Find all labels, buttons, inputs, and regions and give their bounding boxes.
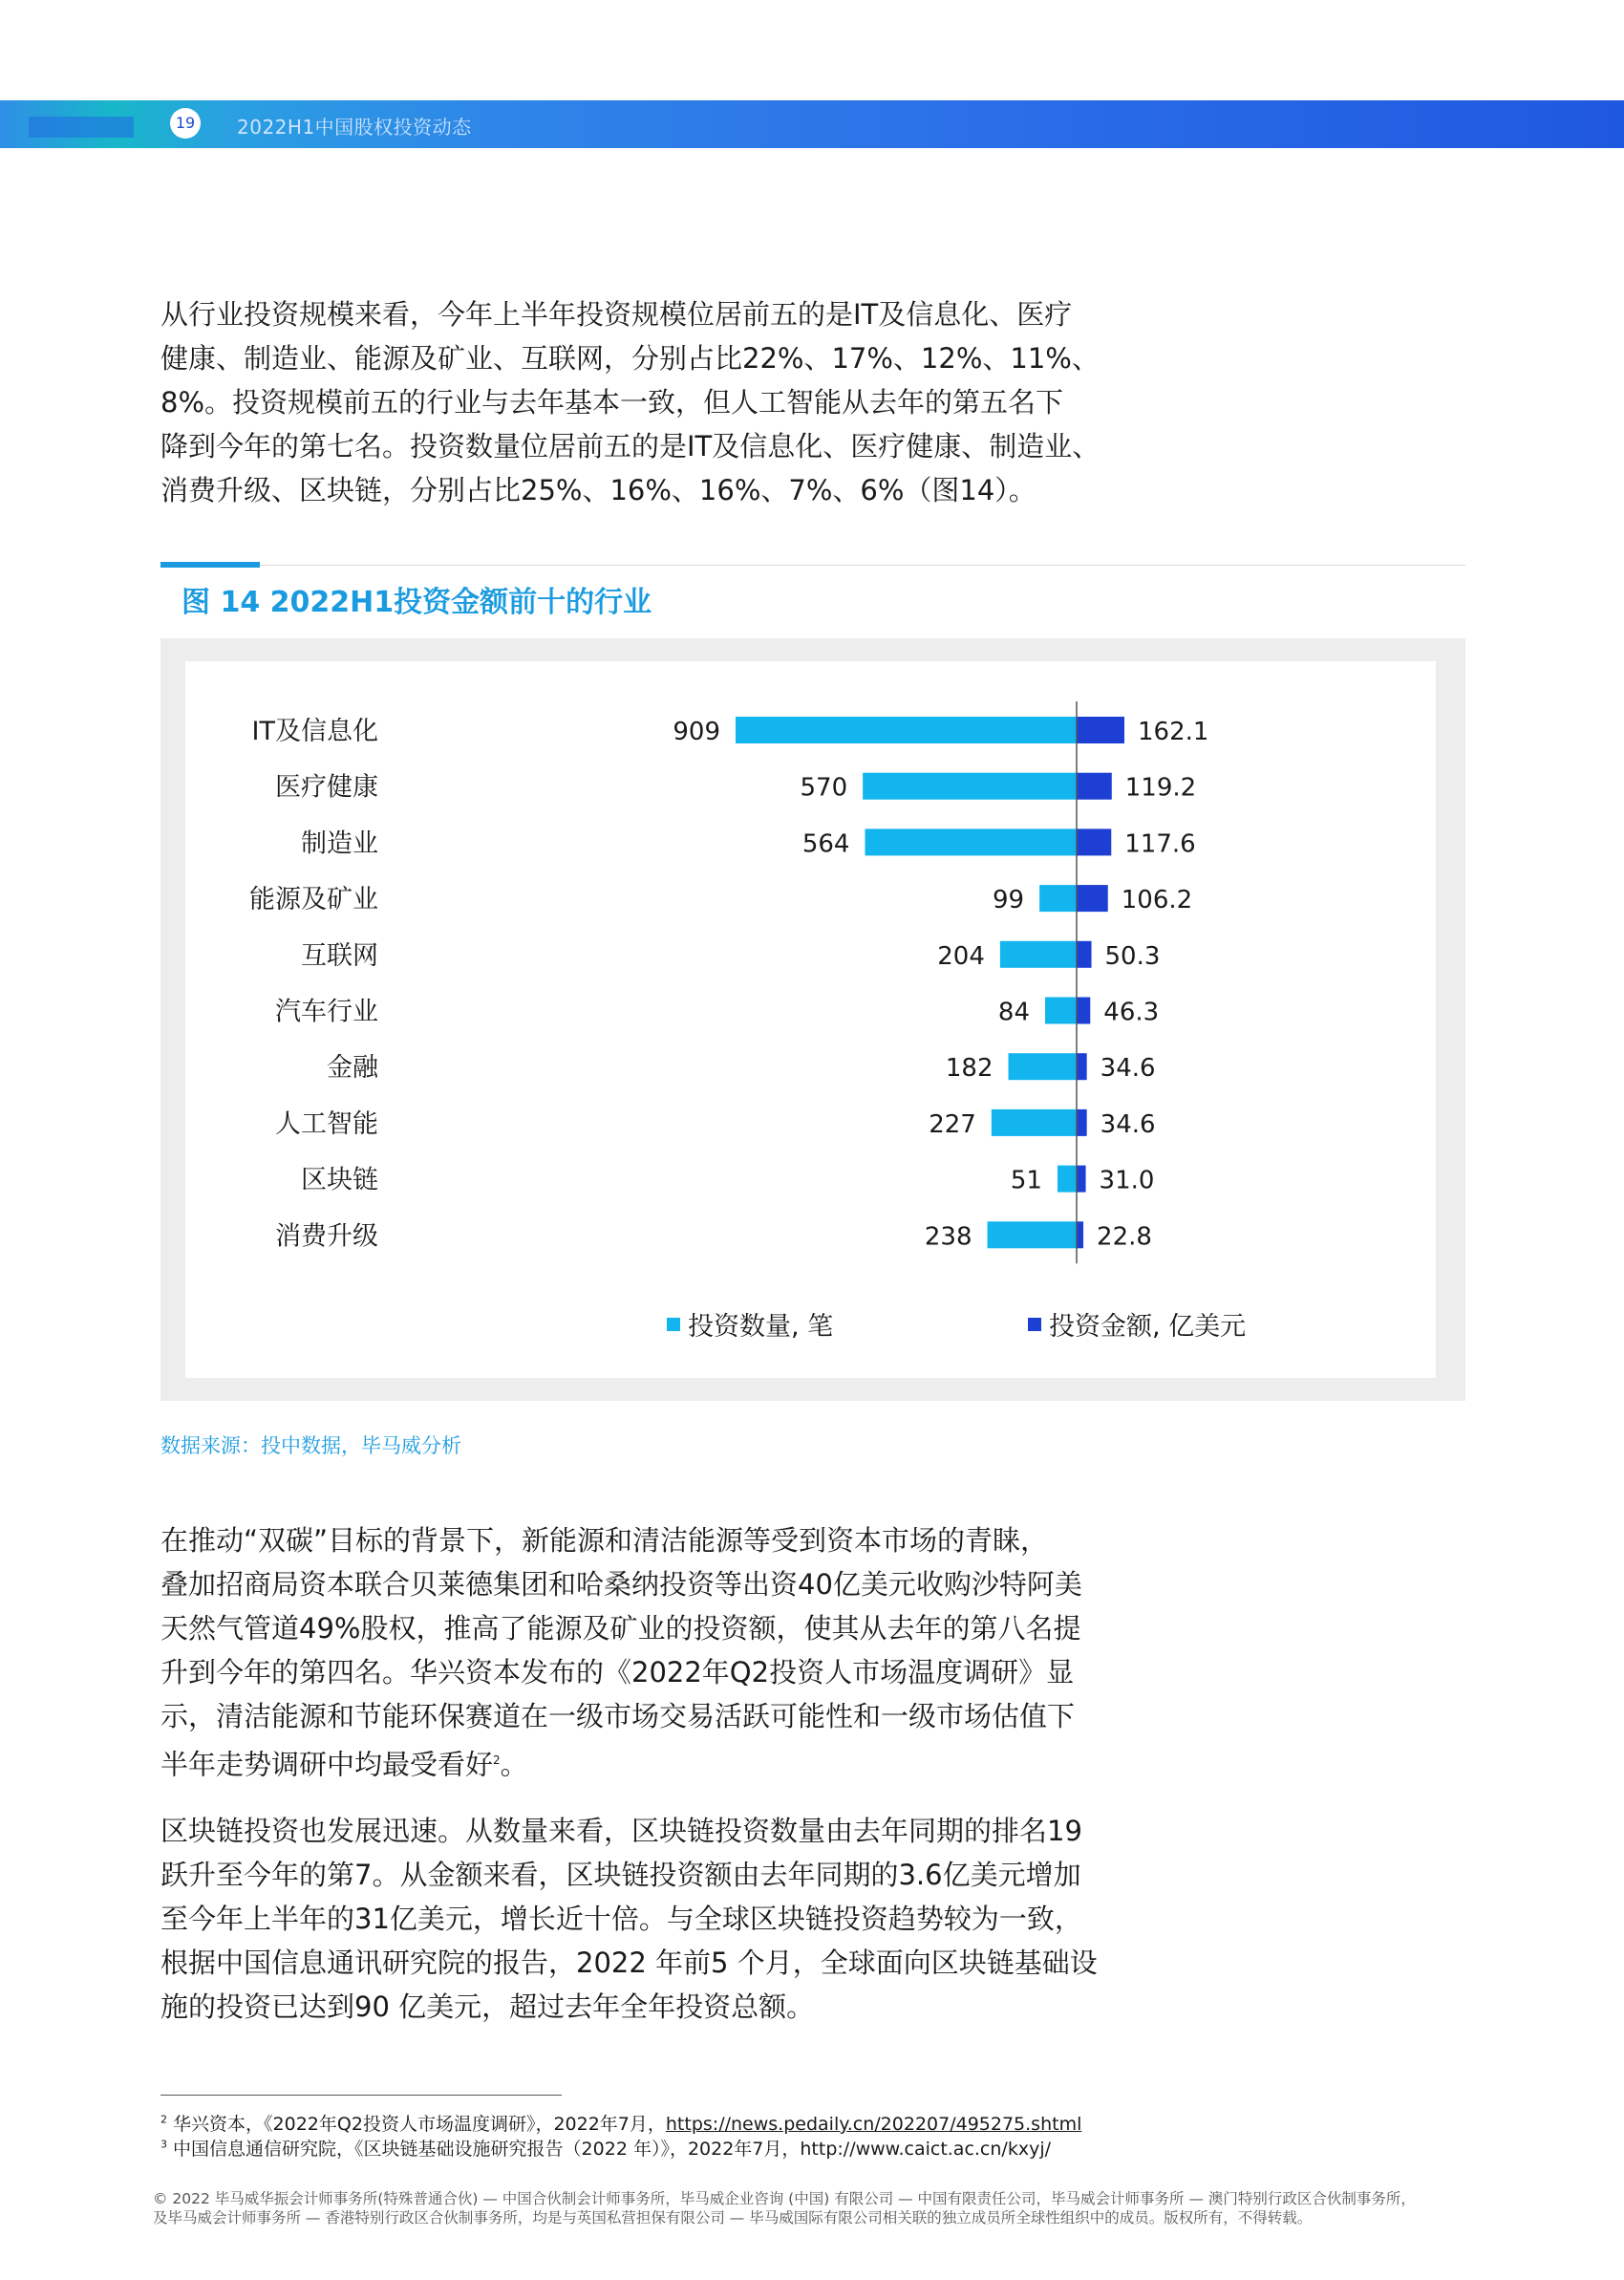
paragraph-industry-scale: 从行业投资规模来看，今年上半年投资规模位居前五的是IT及信息化、医疗 健康、制造业、能源及矿业、互联网，分别占比22%、17%、12%、11%、 8%。投资规模前五的行业与去年基本一致，但人工智能从去年的第五名下 降到今年的第七名。投资数量位居前五的是IT及信息化、医疗健康、制造业、 消费升级、区块链，分别占比25%、16%、16%、7%、6%（图14）。 (160, 298, 1100, 506)
legend-item-count: 投资数量, 笔 (667, 1305, 833, 1343)
bar-amount (1077, 1053, 1087, 1080)
value-label-amount: 31.0 (1099, 1166, 1155, 1195)
bar-count (736, 717, 1077, 743)
page-number: 19 (170, 108, 201, 139)
value-label-amount: 117.6 (1124, 829, 1196, 859)
bar-amount (1077, 1109, 1087, 1136)
bar-count (988, 1221, 1077, 1248)
category-label: 汽车行业 (275, 997, 378, 1027)
bar-count (992, 1109, 1077, 1136)
value-label-count: 51 (1010, 1166, 1042, 1195)
bar-count (865, 828, 1077, 855)
category-label: 金融 (327, 1053, 378, 1084)
bar-count (1039, 885, 1077, 912)
value-label-count: 204 (937, 941, 985, 971)
value-label-count: 238 (924, 1222, 972, 1252)
footnote-divider (160, 2095, 562, 2096)
bar-amount (1077, 717, 1124, 743)
category-label: 区块链 (301, 1165, 378, 1195)
value-label-amount: 106.2 (1121, 886, 1193, 915)
footnote-2: $^2$ 华兴资本，《2022年Q2投资人市场温度调研》，2022年7月，https://news.pedaily.cn/202207/495275.shtml (160, 2113, 1082, 2135)
paragraph-dual-carbon: 在推动“双碳”目标的背景下，新能源和清洁能源等受到资本市场的青睐， 叠加招商局资本联合贝莱德集团和哈桑纳投资等出资40亿美元收购沙特阿美 天然气管道49%股权，推高了能源及矿业的投资额，使其从去年的第八名提 升到今年的第四名。华兴资本发布的《2022年Q2投资人市场温度调研》显 示，清洁能源和节能环保赛道在一级市场交易活跃可能性和一级市场估值下 半年走势调研中均最受看好$^2$。 (160, 1524, 1082, 1781)
value-label-amount: 119.2 (1124, 773, 1197, 803)
category-label: 人工智能 (275, 1108, 378, 1139)
bar-amount (1077, 1166, 1086, 1193)
category-label: 医疗健康 (275, 772, 378, 803)
bar-amount (1077, 998, 1090, 1024)
category-label: 互联网 (301, 940, 378, 971)
bar-count (1009, 1053, 1077, 1080)
legend-swatch-amount (1028, 1318, 1041, 1331)
legal-notice: © 2022 毕马威华振会计师事务所(特殊普通合伙) — 中国合伙制会计师事务所，毕马威企业咨询 (中国) 有限公司 — 中国有限责任公司，毕马威会计师事务所 — 澳门特别行政区合伙制事务所， 及毕马威会计师事务所 — 香港特别行政区合伙制事务所，均是与英国私营担保有限公司 — 毕马威国际有限公司相关联的独立成员所全球性组织中的成员。版权所有，不得转载。 (153, 2190, 1416, 2226)
value-label-amount: 34.6 (1100, 1109, 1156, 1139)
value-label-amount: 46.3 (1103, 998, 1160, 1027)
footnote-3: $^3$ 中国信息通信研究院，《区块链基础设施研究报告（2022 年）》，2022年7月，http://www.caict.ac.cn/kxyj/ (160, 2138, 1051, 2160)
value-label-count: 570 (800, 773, 848, 803)
figure-source: 数据来源：投中数据，毕马威分析 (160, 1434, 461, 1457)
value-label-count: 182 (945, 1054, 994, 1084)
bar-amount (1077, 1221, 1083, 1248)
legend-item-amount: 投资金额, 亿美元 (1028, 1305, 1246, 1343)
paragraph-blockchain: 区块链投资也发展迅速。从数量来看，区块链投资数量由去年同期的排名19 跃升至今年的第7。从金额来看，区块链投资额由去年同期的3.6亿美元增加 至今年上半年的31亿美元，增长近十倍。与全球区块链投资趋势较为一致， 根据中国信息通讯研究院的报告，2022 年前5 个月，全球面向区块链基础设 施的投资已达到90 亿美元，超过去年全年投资总额。 (160, 1815, 1098, 2023)
value-label-amount: 50.3 (1104, 941, 1161, 971)
footnote-ref[interactable]: 2 (493, 1753, 501, 1767)
value-label-count: 227 (929, 1109, 976, 1139)
bar-amount (1077, 941, 1092, 968)
running-header-title: 2022H1中国股权投资动态 (237, 116, 472, 139)
figure-title: 图 14 2022H1投资金额前十的行业 (182, 586, 652, 619)
value-label-count: 84 (997, 998, 1031, 1027)
category-label: 能源及矿业 (249, 885, 378, 915)
value-label-count: 909 (673, 718, 720, 746)
legend-swatch-count (667, 1318, 680, 1331)
category-label: IT及信息化 (251, 717, 378, 746)
bar-amount (1077, 773, 1112, 800)
bar-count (1058, 1166, 1077, 1193)
value-label-amount: 162.1 (1138, 718, 1209, 746)
bar-amount (1077, 828, 1111, 855)
value-label-count: 99 (993, 886, 1025, 915)
bar-count (863, 773, 1077, 800)
value-label-amount: 34.6 (1100, 1054, 1156, 1084)
bar-amount (1077, 885, 1108, 912)
category-label: 制造业 (301, 828, 378, 859)
value-label-amount: 22.8 (1097, 1222, 1152, 1252)
category-label: 消费升级 (275, 1221, 378, 1252)
footnote-link[interactable]: https://news.pedaily.cn/202207/495275.shtml (665, 2114, 1082, 2135)
value-label-count: 564 (801, 829, 850, 859)
bar-count (1045, 998, 1077, 1024)
bar-count (1000, 941, 1077, 968)
